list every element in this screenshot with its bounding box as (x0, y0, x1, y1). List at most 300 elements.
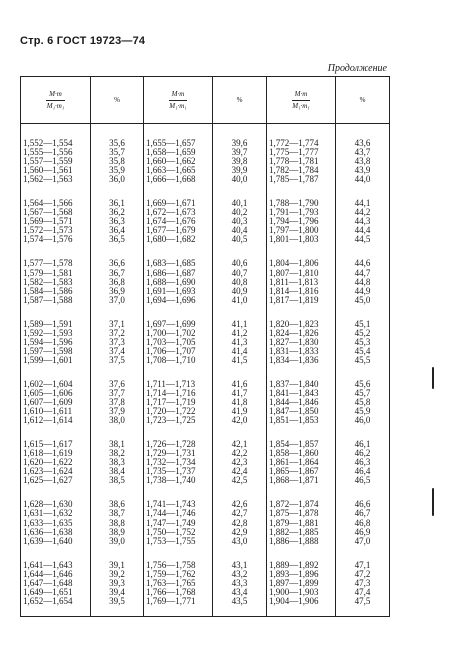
percent-value: 40,4 (231, 225, 248, 236)
percent-value: 44,1 (354, 198, 371, 209)
percent-value: 46,6 (354, 499, 371, 510)
percent-cell (213, 546, 267, 617)
percent-cell (336, 425, 390, 485)
ratio-cell (267, 485, 336, 545)
ratio-value: 1,814—1,816 (269, 285, 319, 296)
ratio-header-2: $\frac{M\cdot m}{\text{M₁·m₁}}$ (144, 77, 213, 124)
ratio-value: 1,723—1,725 (146, 415, 196, 426)
percent-value: 47,4 (354, 586, 371, 597)
ratio-value: 1,567—1,568 (23, 207, 73, 218)
percent-value: 44,0 (354, 174, 371, 185)
percent-value: 37,8 (109, 397, 125, 408)
ratio-value: 1,741—1,743 (146, 499, 196, 510)
percent-value: 40,3 (231, 216, 248, 227)
ratio-cell (144, 124, 213, 185)
percent-cell (213, 305, 267, 365)
percent-value: 38,2 (109, 448, 125, 459)
percent-value: 45,0 (354, 294, 371, 305)
percent-value: 37,4 (109, 345, 125, 356)
percent-cell (213, 485, 267, 545)
ratio-value: 1,691—1,693 (146, 285, 196, 296)
ratio-value: 1,660—1,662 (146, 156, 196, 167)
percent-value: 46,9 (354, 526, 371, 537)
percent-value: 38,6 (109, 499, 125, 510)
ratio-value: 1,644—1,646 (23, 568, 73, 579)
ratio-value: 1,686—1,687 (146, 267, 196, 278)
ratio-value: 1,759—1,762 (146, 568, 196, 579)
percent-value: 36,0 (109, 174, 125, 185)
percent-value: 47,3 (354, 577, 371, 588)
ratio-value: 1,801—1,803 (269, 234, 319, 245)
table-row (21, 485, 390, 545)
percent-value: 46,3 (354, 457, 371, 468)
percent-value: 40,7 (231, 267, 248, 278)
ratio-value: 1,732—1,734 (146, 457, 196, 468)
percent-header-1: % (91, 77, 144, 124)
percent-cell (91, 546, 144, 617)
percent-value: 45,1 (354, 318, 371, 329)
ratio-cell (144, 485, 213, 545)
percent-value: 38,5 (109, 475, 125, 486)
ratio-value: 1,861—1,864 (269, 457, 319, 468)
ratio-value: 1,766—1,768 (146, 586, 196, 597)
ratio-cell (267, 184, 336, 244)
ratio-value: 1,729—1,731 (146, 448, 196, 459)
ratio-value: 1,677—1,679 (146, 225, 196, 236)
ratio-value: 1,666—1,668 (146, 174, 196, 185)
percent-value: 37,7 (109, 387, 125, 398)
percent-value: 36,8 (109, 276, 125, 287)
percent-value: 39,6 (231, 138, 248, 148)
ratio-value: 1,618—1,619 (23, 448, 73, 459)
ratio-value: 1,804—1,806 (269, 258, 319, 269)
percent-value: 39,3 (109, 577, 125, 588)
percent-value: 35,6 (109, 138, 125, 148)
percent-cell (91, 244, 144, 304)
percent-cell (213, 184, 267, 244)
ratio-cell (144, 546, 213, 617)
percent-value: 36,1 (109, 198, 125, 209)
percent-cell (336, 124, 390, 185)
ratio-value: 1,875—1,878 (269, 508, 319, 519)
percent-cell (91, 485, 144, 545)
percent-value: 41,4 (231, 345, 248, 356)
ratio-value: 1,834—1,836 (269, 354, 319, 365)
percent-value: 42,1 (231, 439, 248, 450)
ratio-cell (267, 305, 336, 365)
percent-value: 43,7 (354, 147, 371, 158)
ratio-table (20, 76, 390, 617)
percent-value: 35,9 (109, 165, 125, 176)
percent-value: 41,7 (231, 387, 248, 398)
ratio-value: 1,649—1,651 (23, 586, 73, 597)
ratio-value: 1,794—1,796 (269, 216, 319, 227)
percent-value: 42,2 (231, 448, 248, 459)
percent-value: 46,0 (354, 415, 371, 426)
percent-value: 44,7 (354, 267, 371, 278)
table-row (21, 365, 390, 425)
percent-value: 42,3 (231, 457, 248, 468)
percent-value: 37,5 (109, 354, 125, 365)
ratio-value: 1,778—1,781 (269, 156, 319, 167)
percent-value: 44,5 (354, 234, 371, 245)
percent-cell (213, 365, 267, 425)
percent-value: 41,0 (231, 294, 248, 305)
table-row (21, 244, 390, 304)
percent-value: 44,6 (354, 258, 371, 269)
ratio-value: 1,769—1,771 (146, 595, 196, 606)
ratio-value: 1,577—1,578 (23, 258, 73, 269)
ratio-value: 1,858—1,860 (269, 448, 319, 459)
percent-value: 45,3 (354, 336, 371, 347)
percent-value: 38,1 (109, 439, 125, 450)
percent-cell (91, 124, 144, 185)
percent-value: 39,2 (109, 568, 125, 579)
percent-cell (91, 184, 144, 244)
percent-value: 41,9 (231, 406, 248, 417)
ratio-value: 1,615—1,617 (23, 439, 73, 450)
ratio-value: 1,753—1,755 (146, 535, 196, 546)
percent-value: 38,4 (109, 466, 125, 477)
percent-value: 41,8 (231, 397, 248, 408)
percent-cell (91, 305, 144, 365)
ratio-value: 1,726—1,728 (146, 439, 196, 450)
ratio-value: 1,788—1,790 (269, 198, 319, 209)
percent-value: 41,6 (231, 378, 248, 389)
percent-value: 38,0 (109, 415, 125, 426)
percent-value: 42,8 (231, 517, 248, 528)
percent-value: 43,4 (231, 586, 248, 597)
percent-value: 44,8 (354, 276, 371, 287)
ratio-value: 1,744—1,746 (146, 508, 196, 519)
ratio-value: 1,900—1,903 (269, 586, 319, 597)
ratio-value: 1,594—1,596 (23, 336, 73, 347)
ratio-value: 1,612—1,614 (23, 415, 73, 426)
ratio-cell (21, 305, 91, 365)
table-row (21, 184, 390, 244)
ratio-cell (21, 124, 91, 185)
percent-cell (336, 365, 390, 425)
ratio-value: 1,785—1,787 (269, 174, 319, 185)
percent-value: 40,5 (231, 234, 248, 245)
ratio-value: 1,841—1,843 (269, 387, 319, 398)
ratio-value: 1,694—1,696 (146, 294, 196, 305)
ratio-value: 1,820—1,823 (269, 318, 319, 329)
percent-value: 39,1 (109, 559, 125, 570)
percent-value: 45,8 (354, 397, 371, 408)
percent-value: 45,4 (354, 345, 371, 356)
percent-value: 37,3 (109, 336, 125, 347)
percent-value: 37,6 (109, 378, 125, 389)
percent-cell (91, 425, 144, 485)
ratio-value: 1,582—1,583 (23, 276, 73, 287)
ratio-value: 1,680—1,682 (146, 234, 196, 245)
ratio-value: 1,579—1,581 (23, 267, 73, 278)
ratio-value: 1,837—1,840 (269, 378, 319, 389)
ratio-value: 1,807—1,810 (269, 267, 319, 278)
ratio-cell (144, 184, 213, 244)
ratio-value: 1,607—1,609 (23, 397, 73, 408)
percent-value: 45,7 (354, 387, 371, 398)
ratio-value: 1,811—1,813 (269, 276, 319, 287)
percent-value: 43,6 (354, 138, 371, 148)
percent-value: 47,0 (354, 535, 371, 546)
ratio-value: 1,605—1,606 (23, 387, 73, 398)
ratio-value: 1,775—1,777 (269, 147, 319, 158)
ratio-value: 1,824—1,826 (269, 327, 319, 338)
percent-value: 43,8 (354, 156, 371, 167)
percent-cell (213, 124, 267, 185)
percent-value: 37,9 (109, 406, 125, 417)
ratio-value: 1,683—1,685 (146, 258, 196, 269)
ratio-value: 1,688—1,690 (146, 276, 196, 287)
percent-value: 47,1 (354, 559, 371, 570)
ratio-cell (21, 425, 91, 485)
ratio-value: 1,720—1,722 (146, 406, 196, 417)
percent-value: 40,0 (231, 174, 248, 185)
ratio-value: 1,633—1,635 (23, 517, 73, 528)
percent-header-3: % (336, 77, 390, 124)
percent-value: 36,2 (109, 207, 125, 218)
ratio-cell (21, 546, 91, 617)
continuation-label: Продолжение (327, 63, 387, 74)
percent-cell (336, 485, 390, 545)
ratio-value: 1,772—1,774 (269, 138, 319, 148)
ratio-value: 1,854—1,857 (269, 439, 319, 450)
ratio-value: 1,904—1,906 (269, 595, 319, 606)
ratio-value: 1,703—1,705 (146, 336, 196, 347)
ratio-value: 1,827—1,830 (269, 336, 319, 347)
percent-value: 41,5 (231, 354, 248, 365)
percent-value: 43,2 (231, 568, 248, 579)
percent-value: 38,8 (109, 517, 125, 528)
ratio-value: 1,599—1,601 (23, 354, 73, 365)
page-header: Стр. 6 ГОСТ 19723—74 (20, 35, 146, 47)
percent-value: 44,9 (354, 285, 371, 296)
percent-value: 39,0 (109, 535, 125, 546)
ratio-value: 1,717—1,719 (146, 397, 196, 408)
percent-value: 46,4 (354, 466, 371, 477)
ratio-cell (144, 305, 213, 365)
table-row (21, 425, 390, 485)
percent-cell (213, 425, 267, 485)
percent-cell (336, 305, 390, 365)
ratio-value: 1,711—1,713 (146, 378, 196, 389)
percent-value: 43,5 (231, 595, 248, 606)
ratio-value: 1,572—1,573 (23, 225, 73, 236)
percent-value: 44,4 (354, 225, 371, 236)
ratio-cell (267, 365, 336, 425)
ratio-value: 1,831—1,833 (269, 345, 319, 356)
ratio-value: 1,552—1,554 (23, 138, 73, 148)
ratio-value: 1,791—1,793 (269, 207, 319, 218)
table-header-row (21, 77, 390, 124)
ratio-value: 1,569—1,571 (23, 216, 73, 227)
percent-value: 42,4 (231, 466, 248, 477)
ratio-cell (267, 124, 336, 185)
ratio-value: 1,844—1,846 (269, 397, 319, 408)
ratio-value: 1,714—1,716 (146, 387, 196, 398)
ratio-value: 1,797—1,800 (269, 225, 319, 236)
percent-value: 43,1 (231, 559, 248, 570)
ratio-value: 1,669—1,671 (146, 198, 196, 209)
ratio-header-1: $\frac{M\cdot m}{\text{M₁·m₁}}$ (21, 77, 91, 124)
margin-mark (432, 367, 434, 389)
ratio-value: 1,868—1,871 (269, 475, 319, 486)
ratio-value: 1,817—1,819 (269, 294, 319, 305)
percent-value: 41,2 (231, 327, 248, 338)
percent-value: 46,2 (354, 448, 371, 459)
percent-value: 35,7 (109, 147, 125, 158)
percent-value: 43,0 (231, 535, 248, 546)
ratio-value: 1,700—1,702 (146, 327, 196, 338)
ratio-value: 1,889—1,892 (269, 559, 319, 570)
ratio-value: 1,658—1,659 (146, 147, 196, 158)
ratio-value: 1,620—1,622 (23, 457, 73, 468)
percent-value: 41,1 (231, 318, 248, 329)
ratio-value: 1,639—1,640 (23, 535, 73, 546)
ratio-value: 1,597—1,598 (23, 345, 73, 356)
percent-value: 43,9 (354, 165, 371, 176)
ratio-value: 1,735—1,737 (146, 466, 196, 477)
percent-value: 45,5 (354, 354, 371, 365)
ratio-value: 1,584—1,586 (23, 285, 73, 296)
ratio-value: 1,560—1,561 (23, 165, 73, 176)
ratio-value: 1,610—1,611 (23, 406, 73, 417)
ratio-cell (267, 425, 336, 485)
percent-value: 36,9 (109, 285, 125, 296)
ratio-value: 1,674—1,676 (146, 216, 196, 227)
ratio-value: 1,647—1,648 (23, 577, 73, 588)
ratio-value: 1,872—1,874 (269, 499, 319, 510)
percent-value: 42,0 (231, 415, 248, 426)
percent-value: 42,7 (231, 508, 248, 519)
ratio-value: 1,782—1,784 (269, 165, 319, 176)
ratio-value: 1,628—1,630 (23, 499, 73, 510)
ratio-value: 1,882—1,885 (269, 526, 319, 537)
percent-value: 44,3 (354, 216, 371, 227)
ratio-value: 1,592—1,593 (23, 327, 73, 338)
percent-value: 36,4 (109, 225, 125, 236)
ratio-value: 1,589—1,591 (23, 318, 73, 329)
percent-value: 36,5 (109, 234, 125, 245)
ratio-value: 1,602—1,604 (23, 378, 73, 389)
ratio-value: 1,847—1,850 (269, 406, 319, 417)
ratio-value: 1,851—1,853 (269, 415, 319, 426)
percent-value: 46,7 (354, 508, 371, 519)
ratio-value: 1,641—1,643 (23, 559, 73, 570)
percent-value: 36,6 (109, 258, 125, 269)
percent-value: 38,7 (109, 508, 125, 519)
ratio-value: 1,663—1,665 (146, 165, 196, 176)
percent-value: 38,3 (109, 457, 125, 468)
percent-value: 35,8 (109, 156, 125, 167)
ratio-cell (144, 244, 213, 304)
percent-value: 37,2 (109, 327, 125, 338)
percent-value: 44,2 (354, 207, 371, 218)
percent-value: 36,7 (109, 267, 125, 278)
percent-cell (336, 546, 390, 617)
percent-cell (336, 244, 390, 304)
ratio-cell (267, 546, 336, 617)
percent-value: 45,9 (354, 406, 371, 417)
percent-value: 46,5 (354, 475, 371, 486)
ratio-cell (21, 244, 91, 304)
percent-value: 39,9 (231, 165, 248, 176)
ratio-value: 1,886—1,888 (269, 535, 319, 546)
ratio-value: 1,865—1,867 (269, 466, 319, 477)
percent-value: 43,3 (231, 577, 248, 588)
ratio-value: 1,897—1,899 (269, 577, 319, 588)
percent-value: 46,1 (354, 439, 371, 450)
percent-value: 37,0 (109, 294, 125, 305)
percent-value: 39,8 (231, 156, 248, 167)
percent-value: 39,4 (109, 586, 125, 597)
ratio-value: 1,738—1,740 (146, 475, 196, 486)
ratio-value: 1,625—1,627 (23, 475, 73, 486)
percent-value: 40,1 (231, 198, 248, 209)
ratio-value: 1,708—1,710 (146, 354, 196, 365)
ratio-value: 1,879—1,881 (269, 517, 319, 528)
percent-cell (213, 244, 267, 304)
percent-value: 42,6 (231, 499, 248, 510)
ratio-value: 1,706—1,707 (146, 345, 196, 356)
percent-value: 40,9 (231, 285, 248, 296)
ratio-value: 1,655—1,657 (146, 138, 196, 148)
percent-value: 40,2 (231, 207, 248, 218)
percent-value: 39,5 (109, 595, 125, 606)
percent-value: 47,5 (354, 595, 371, 606)
ratio-value: 1,893—1,896 (269, 568, 319, 579)
percent-value: 39,7 (231, 147, 248, 158)
percent-value: 40,6 (231, 258, 248, 269)
ratio-value: 1,636—1,638 (23, 526, 73, 537)
percent-value: 42,5 (231, 475, 248, 486)
ratio-cell (267, 244, 336, 304)
percent-cell (91, 365, 144, 425)
ratio-cell (21, 485, 91, 545)
table-row (21, 546, 390, 617)
ratio-value: 1,747—1,749 (146, 517, 196, 528)
percent-value: 37,1 (109, 318, 125, 329)
ratio-cell (144, 365, 213, 425)
percent-value: 42,9 (231, 526, 248, 537)
ratio-value: 1,672—1,673 (146, 207, 196, 218)
percent-cell (336, 184, 390, 244)
ratio-value: 1,697—1,699 (146, 318, 196, 329)
percent-value: 45,6 (354, 378, 371, 389)
percent-header-2: % (213, 77, 267, 124)
ratio-value: 1,750—1,752 (146, 526, 196, 537)
ratio-value: 1,574—1,576 (23, 234, 73, 245)
ratio-value: 1,557—1,559 (23, 156, 73, 167)
ratio-header-3: $\frac{M\cdot m}{\text{M₁·m₁}}$ (267, 77, 336, 124)
ratio-value: 1,555—1,556 (23, 147, 73, 158)
ratio-cell (21, 184, 91, 244)
ratio-value: 1,756—1,758 (146, 559, 196, 570)
percent-value: 45,2 (354, 327, 371, 338)
ratio-value: 1,564—1,566 (23, 198, 73, 209)
percent-value: 41,3 (231, 336, 248, 347)
ratio-value: 1,562—1,563 (23, 174, 73, 185)
percent-value: 36,3 (109, 216, 125, 227)
percent-value: 40,8 (231, 276, 248, 287)
ratio-value: 1,652—1,654 (23, 595, 73, 606)
table-row (21, 124, 390, 185)
percent-value: 46,8 (354, 517, 371, 528)
ratio-cell (21, 365, 91, 425)
percent-value: 38,9 (109, 526, 125, 537)
